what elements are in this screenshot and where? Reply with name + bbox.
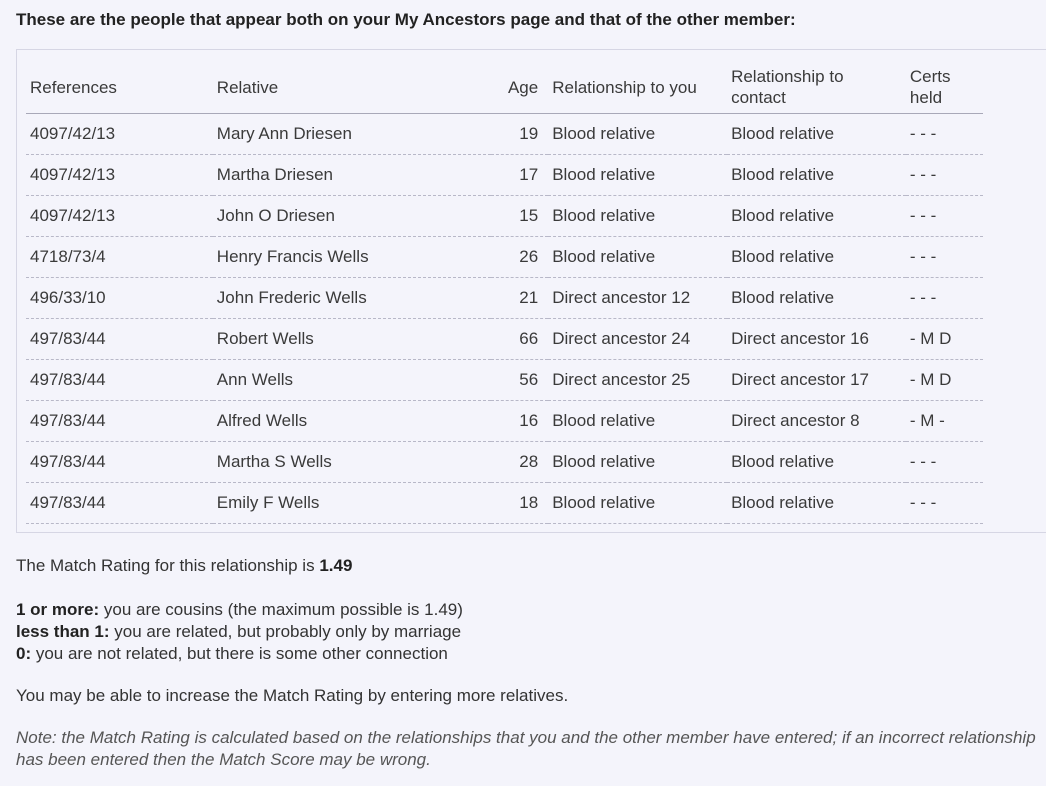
cell-certs-held: - M - — [906, 401, 983, 442]
cell-reference: 4718/73/4 — [26, 237, 213, 278]
table-row — [26, 401, 983, 442]
cell-relationship-to-contact: Blood relative — [727, 278, 906, 319]
cell-reference: 496/33/10 — [26, 278, 213, 319]
table-row — [26, 114, 983, 155]
header-relationship-to-you: Relationship to you — [548, 61, 727, 114]
cell-relationship-to-contact: Direct ancestor 17 — [727, 360, 906, 401]
cell-age: 66 — [491, 319, 549, 360]
header-certs-held: Certs held — [906, 61, 983, 114]
cell-relationship-to-you: Blood relative — [548, 483, 727, 524]
match-rating-prefix: The Match Rating for this relationship is — [16, 556, 320, 575]
legend-one-or-more-text: you are cousins (the maximum possible is 1.49) — [99, 600, 463, 619]
cell-relative: Martha Driesen — [213, 155, 491, 196]
table-row — [26, 360, 983, 401]
cell-relationship-to-contact: Direct ancestor 16 — [727, 319, 906, 360]
legend-one-or-more-label: 1 or more: — [16, 600, 100, 619]
cell-reference: 497/83/44 — [26, 442, 213, 483]
cell-age: 21 — [491, 278, 549, 319]
legend-less-than-one-label: less than 1: — [16, 622, 110, 641]
cell-certs-held: - M D — [906, 319, 983, 360]
cell-certs-held: - - - — [906, 442, 983, 483]
cell-certs-held: - - - — [906, 237, 983, 278]
cell-relative: John O Driesen — [213, 196, 491, 237]
cell-reference: 497/83/44 — [26, 483, 213, 524]
cell-certs-held: - - - — [906, 483, 983, 524]
cell-reference: 497/83/44 — [26, 401, 213, 442]
cell-reference: 4097/42/13 — [26, 155, 213, 196]
header-relative: Relative — [213, 61, 491, 114]
table-row — [26, 155, 983, 196]
legend-less-than-one-text: you are related, but probably only by marriage — [109, 622, 462, 641]
cell-reference: 497/83/44 — [26, 360, 213, 401]
header-references: References — [26, 61, 213, 114]
cell-relationship-to-contact: Blood relative — [727, 196, 906, 237]
cell-age: 15 — [491, 196, 549, 237]
match-rating-value: 1.49 — [319, 556, 353, 575]
cell-relationship-to-you: Blood relative — [548, 237, 727, 278]
cell-relationship-to-you: Blood relative — [548, 442, 727, 483]
cell-age: 26 — [491, 237, 549, 278]
cell-certs-held: - - - — [906, 155, 983, 196]
cell-relationship-to-you: Blood relative — [548, 114, 727, 155]
cell-relationship-to-you: Direct ancestor 12 — [548, 278, 727, 319]
cell-relationship-to-contact: Blood relative — [727, 237, 906, 278]
cell-relationship-to-you: Blood relative — [548, 196, 727, 237]
table-header-row — [26, 61, 983, 114]
cell-relative: Alfred Wells — [213, 401, 491, 442]
cell-relative: Emily F Wells — [213, 483, 491, 524]
cell-age: 16 — [491, 401, 549, 442]
cell-relative: Martha S Wells — [213, 442, 491, 483]
cell-certs-held: - - - — [906, 196, 983, 237]
match-rating-line — [16, 556, 352, 576]
cell-relationship-to-you: Blood relative — [548, 155, 727, 196]
page-heading: These are the people that appear both on your My Ancestors page and that of the other member: — [16, 10, 796, 29]
matches-table-panel — [16, 49, 1046, 533]
cell-relationship-to-you: Direct ancestor 24 — [548, 319, 727, 360]
cell-relative: Mary Ann Driesen — [213, 114, 491, 155]
cell-reference: 4097/42/13 — [26, 196, 213, 237]
cell-relationship-to-contact: Direct ancestor 8 — [727, 401, 906, 442]
cell-reference: 4097/42/13 — [26, 114, 213, 155]
header-relationship-to-contact: Relationship to contact — [727, 61, 906, 114]
table-row — [26, 196, 983, 237]
cell-age: 17 — [491, 155, 549, 196]
rating-legend — [16, 599, 463, 665]
legend-zero — [16, 643, 463, 665]
match-rating-note: Note: the Match Rating is calculated based on the relationships that you and the other member have entered; if an incorrect relationship has been entered then the Match Score may be wrong. — [16, 728, 1036, 769]
cell-relative: Robert Wells — [213, 319, 491, 360]
cell-reference: 497/83/44 — [26, 319, 213, 360]
legend-one-or-more — [16, 599, 463, 621]
legend-zero-label: 0: — [16, 644, 32, 663]
table-row — [26, 278, 983, 319]
cell-certs-held: - M D — [906, 360, 983, 401]
cell-relationship-to-contact: Blood relative — [727, 483, 906, 524]
increase-rating-text: You may be able to increase the Match Rating by entering more relatives. — [16, 686, 569, 705]
cell-relative: John Frederic Wells — [213, 278, 491, 319]
cell-age: 18 — [491, 483, 549, 524]
legend-zero-text: you are not related, but there is some other connection — [31, 644, 448, 663]
matches-table — [26, 61, 983, 524]
cell-certs-held: - - - — [906, 278, 983, 319]
cell-age: 56 — [491, 360, 549, 401]
cell-relative: Ann Wells — [213, 360, 491, 401]
cell-relationship-to-contact: Blood relative — [727, 155, 906, 196]
cell-relationship-to-you: Direct ancestor 25 — [548, 360, 727, 401]
table-row — [26, 483, 983, 524]
table-row — [26, 319, 983, 360]
cell-relationship-to-contact: Blood relative — [727, 442, 906, 483]
cell-relationship-to-you: Blood relative — [548, 401, 727, 442]
table-row — [26, 237, 983, 278]
header-age: Age — [491, 61, 549, 114]
cell-certs-held: - - - — [906, 114, 983, 155]
table-row — [26, 442, 983, 483]
cell-age: 28 — [491, 442, 549, 483]
cell-relative: Henry Francis Wells — [213, 237, 491, 278]
legend-less-than-one — [16, 621, 463, 643]
cell-relationship-to-contact: Blood relative — [727, 114, 906, 155]
cell-age: 19 — [491, 114, 549, 155]
